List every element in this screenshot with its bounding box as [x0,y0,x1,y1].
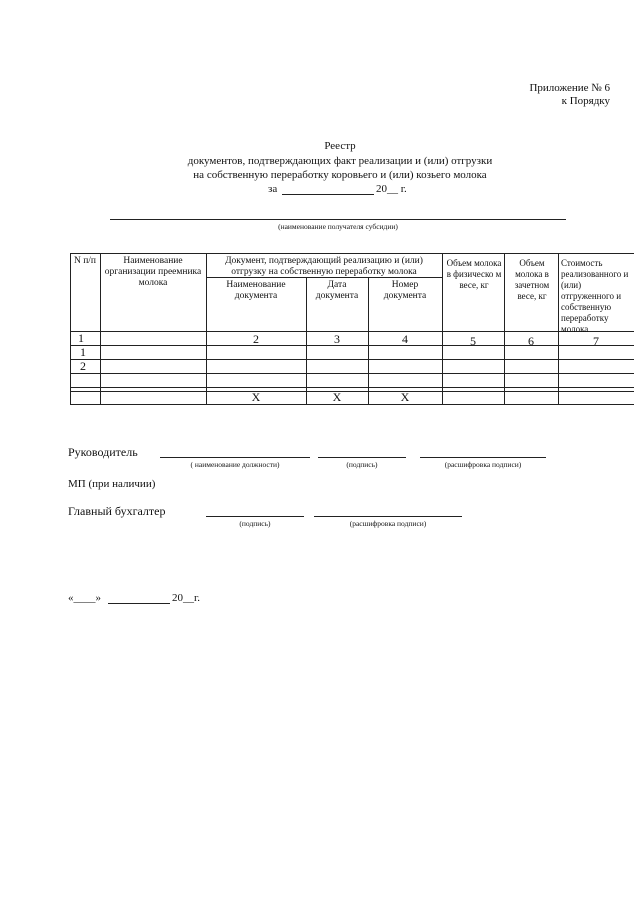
x-mark-document-number: X [400,390,410,404]
annex-line-2: к Порядку [561,95,610,107]
stamp-label: МП (при наличии) [68,478,156,490]
col-number-5: 5 [470,334,476,348]
title-period-year: 20__ г. [376,183,407,195]
header-document-number: Номер документа [383,280,427,301]
header-volume-physical: Объем молока в физическо м весе, кг [446,258,502,290]
header-document-group: Документ, подтверждающий реализацию и (или) отгрузку на собственную переработку молока [225,256,423,277]
title-period-prefix: за [268,183,278,195]
date-day: «____» [68,592,101,604]
registry-table [0,0,640,420]
header-document-date: Дата документа [315,280,359,301]
title-line-2: документов, подтверждающих факт реализации и (или) отгрузки [187,155,493,167]
col-number-2: 2 [253,332,259,346]
header-number: N п/п [73,256,97,266]
recipient-caption: (наименование получателя субсидии) [278,222,398,231]
col-number-7: 7 [593,334,599,348]
col-number-1: 1 [78,331,84,345]
col-number-3: 3 [334,332,340,346]
annex-line-1: Приложение № 6 [529,82,610,94]
accountant-caption-decode: (расшифровка подписи) [349,519,427,528]
title-line-3: на собственную переработку коровьего и (или) козьего молока [193,169,487,181]
header-cost: Стоимость реализованного и (или) отгруженного и собственную переработку молока [561,258,629,334]
head-caption-position: ( наименование должности) [190,460,280,469]
head-caption-decode: (расшифровка подписи) [444,460,522,469]
x-mark-document-date: X [332,390,342,404]
col-number-4: 4 [402,332,408,346]
accountant-label: Главный бухгалтер [68,504,166,518]
head-caption-sign: (подпись) [346,460,378,469]
head-label: Руководитель [68,445,138,459]
x-mark-document-name: X [251,390,261,404]
date-year: 20__г. [172,592,201,604]
header-organization: Наименование организации преемника молока [104,256,202,288]
title-registry: Реестр [324,140,356,152]
row-number-1: 1 [80,345,86,359]
header-volume-credit: Объем молока в зачетном весе, кг [514,258,550,301]
col-number-6: 6 [528,334,534,348]
row-number-2: 2 [80,359,86,373]
header-document-name: Наименование документа [226,280,286,301]
accountant-caption-sign: (подпись) [239,519,271,528]
